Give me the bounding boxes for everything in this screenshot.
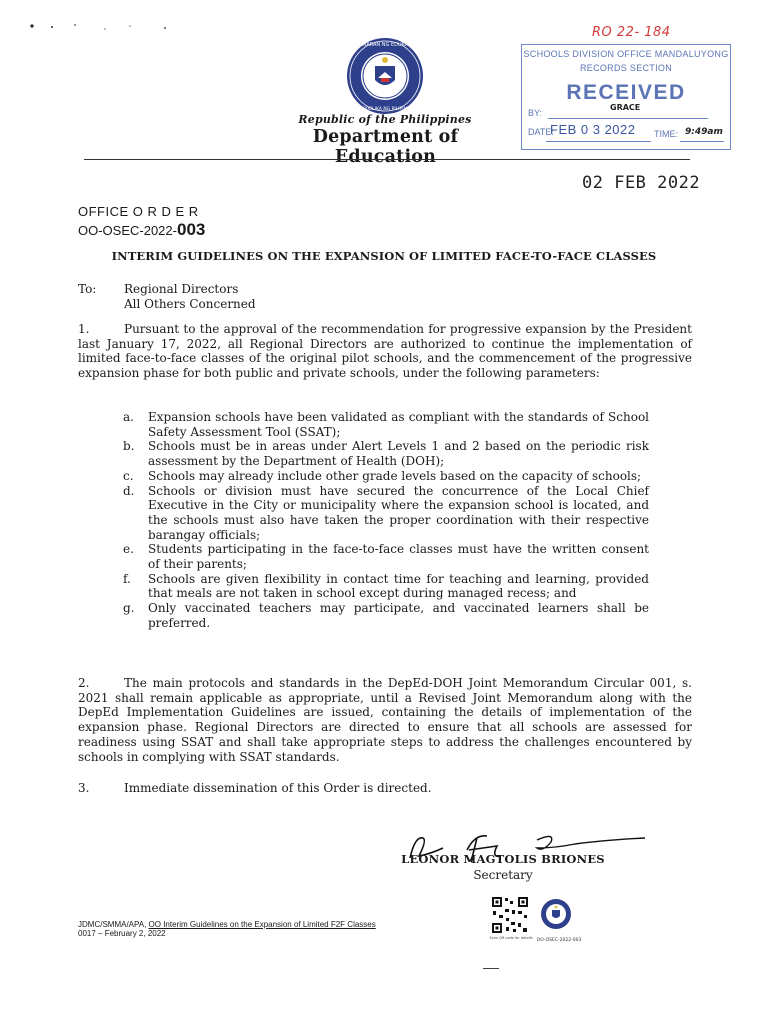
list-item bbox=[123, 601, 649, 630]
list-item-text: Schools are given flexibility in contact time for teaching and learning, provided that meals are not taken in school except during managed recess; and bbox=[148, 571, 649, 601]
paragraph-text: Pursuant to the approval of the recommendation for progressive expansion by the President last January 17, 2022, all Regional Directors are authorized to continue the implementation of limited face-to-face classes of the original pilot schools, and the commencement of the progressive expansion phase for both public and private schools, under the following parameters: bbox=[78, 322, 692, 381]
parameters-list bbox=[123, 410, 649, 631]
list-item-text: Students participating in the face-to-face classes must have the written consent of their parents; bbox=[148, 542, 649, 572]
svg-text:KAGAWARAN NG EDUKASYON: KAGAWARAN NG EDUKASYON bbox=[348, 42, 422, 48]
list-marker: a. bbox=[123, 410, 134, 424]
paragraph-number: 2. bbox=[78, 676, 90, 690]
header-divider bbox=[84, 159, 690, 160]
stamp-by-value: GRACE bbox=[610, 103, 641, 112]
footer-initials: JDMC/SMMA/APA, bbox=[78, 920, 149, 929]
list-item-text: Expansion schools have been validated as compliant with the standards of School Safety Assessment Tool (SSAT); bbox=[148, 410, 649, 439]
stamp-office-line2: RECORDS SECTION bbox=[579, 63, 672, 73]
republic-heading: Republic of the Philippines bbox=[298, 113, 472, 126]
footer-file-number: 0017 – February 2, 2022 bbox=[78, 929, 166, 938]
office-order-code bbox=[78, 220, 205, 240]
paragraph-text: The main protocols and standards in the DepEd-DOH Joint Memorandum Circular 001, s. 2021 shall remain applicable as appropriate, until a Revised Joint Memorandum along with the DepEd Implementation Guidelines are issued, containing the details of implementation of the expansion phase. Regional Directors are directed to ensure that all schools are assessed for readiness using SSAT and shall take appropriate steps to address the challenges encountered by schools in complying with SSAT standards. bbox=[78, 676, 692, 764]
recipient-2: All Others Concerned bbox=[124, 297, 256, 311]
list-item bbox=[123, 410, 649, 439]
stamp-by-line bbox=[548, 118, 708, 119]
stamp-date-label: DATE: bbox=[528, 127, 554, 137]
paragraph-number: 3. bbox=[78, 781, 90, 795]
list-marker: e. bbox=[123, 542, 134, 557]
scan-specks bbox=[30, 22, 170, 42]
recipient-1: Regional Directors bbox=[124, 282, 239, 296]
stamp-received-label: RECEIVED bbox=[566, 81, 686, 104]
signatory-name: LEONOR MAGTOLIS BRIONES bbox=[401, 852, 605, 866]
list-item bbox=[123, 542, 649, 571]
list-item bbox=[123, 469, 649, 484]
handwritten-reference-note: RO 22- 184 bbox=[592, 25, 671, 40]
stamp-date-value: FEB 0 3 2022 bbox=[550, 122, 636, 137]
list-item-text: Schools or division must have secured the concurrence of the Local Chief Executive in the City or municipality where the expansion school is located, and the schools must also have taken the proper coordination with their respective barangay officials; bbox=[148, 483, 649, 542]
list-item-text: Schools must be in areas under Alert Levels 1 and 2 based on the periodic risk assessment by the Department of Health (DOH); bbox=[148, 439, 649, 469]
qr-caption: Scan QR code for details bbox=[489, 936, 533, 940]
received-stamp bbox=[521, 44, 731, 150]
list-item-text: Only vaccinated teachers may participate, and vaccinated learners shall be preferred. bbox=[148, 601, 649, 630]
signatory-title: Secretary bbox=[473, 868, 533, 882]
stamp-time-value: 9:49am bbox=[685, 127, 723, 137]
office-order-label: OFFICE O R D E R bbox=[78, 204, 199, 219]
list-item bbox=[123, 572, 649, 601]
stamp-time-label: TIME: bbox=[654, 129, 678, 139]
paragraph-number: 1. bbox=[78, 322, 90, 336]
paragraph-2 bbox=[78, 676, 692, 764]
stamp-office-line1: SCHOOLS DIVISION OFFICE MANDALUYONG bbox=[523, 49, 729, 59]
footer-document-link: OO Interim Guidelines on the Expansion of Limited F2F Classes bbox=[148, 920, 376, 929]
seal-order-code: OO-OSEC-2022-003 bbox=[536, 938, 582, 943]
page-dash bbox=[483, 968, 499, 969]
footer-reference bbox=[78, 920, 376, 929]
svg-text:REPUBLIKA NG PILIPINAS: REPUBLIKA NG PILIPINAS bbox=[357, 107, 413, 112]
list-item bbox=[123, 439, 649, 468]
order-code-number: 003 bbox=[176, 220, 206, 239]
to-label: To: bbox=[78, 282, 97, 296]
list-marker: b. bbox=[123, 439, 135, 454]
paragraph-text: Immediate dissemination of this Order is directed. bbox=[124, 781, 432, 795]
deped-small-seal-logo bbox=[540, 898, 572, 930]
stamp-by-label: BY: bbox=[528, 108, 543, 118]
list-item bbox=[123, 484, 649, 543]
list-marker: f. bbox=[123, 571, 131, 586]
qr-code-icon bbox=[491, 896, 529, 934]
list-item-text: Schools may already include other grade levels based on the capacity of schools; bbox=[148, 468, 642, 483]
list-marker: c. bbox=[123, 468, 134, 483]
order-code-prefix: OO-OSEC-2022- bbox=[78, 223, 177, 238]
list-marker: g. bbox=[123, 601, 135, 616]
stamp-time-line bbox=[680, 141, 724, 142]
list-marker: d. bbox=[123, 483, 135, 498]
deped-seal-logo bbox=[345, 36, 425, 116]
issue-date-stamp: 02 FEB 2022 bbox=[582, 173, 701, 193]
stamp-date-line bbox=[546, 141, 651, 142]
document-title: INTERIM GUIDELINES ON THE EXPANSION OF LIMITED FACE-TO-FACE CLASSES bbox=[111, 249, 657, 263]
department-heading: Department of Education bbox=[312, 127, 459, 167]
paragraph-1 bbox=[78, 322, 692, 381]
paragraph-3 bbox=[78, 781, 692, 796]
